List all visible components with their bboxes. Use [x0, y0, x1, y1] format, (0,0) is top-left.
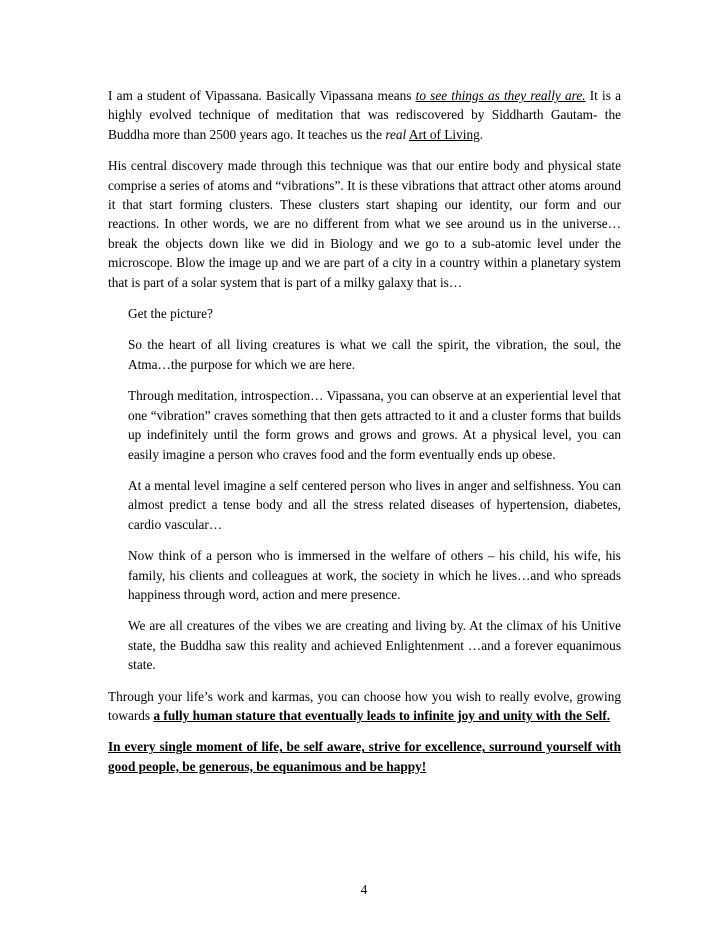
- emphasis-real: real: [385, 126, 407, 142]
- paragraph-mental-level: At a mental level imagine a self centered person who lives in anger and selfishness. You can almost predict a tense body and all the stress related diseases of hypertension, diabetes, cardio vascular…: [128, 477, 621, 532]
- paragraph-welfare: Now think of a person who is immersed in the welfare of others – his child, his wife, his family, his clients and colleagues at work, the society in which he lives…and who spreads happiness through word, action and mere presence.: [128, 548, 621, 602]
- page-number: 4: [360, 882, 368, 897]
- paragraph-get-picture: Get the picture?: [128, 306, 213, 322]
- emphasis-human-stature: a fully human stature that eventually leads to infinite joy and unity with the Self.: [153, 707, 611, 723]
- emphasis-art-of-living: Art of Living: [408, 126, 480, 142]
- emphasis-see-things: to see things as they really are.: [415, 88, 586, 103]
- paragraph-heart: So the heart of all living creatures is what we call the spirit, the vibration, the soul, the Atma…the purpose for which we are here.: [128, 337, 621, 372]
- document-body: [108, 86, 621, 788]
- paragraph-meditation: Through meditation, introspection… Vipassana, you can observe at an experiential level that one “vibration” craves something that then gets attracted to it and a cluster forms that builds up indefinitely until the form grows and grows and grows. At a physical level, you can easily imagine a person who craves food and the form eventually ends up obese.: [128, 388, 621, 462]
- paragraph-closing: In every single moment of life, be self aware, strive for excellence, surround yourself with good people, be generous, be equanimous and be happy!: [108, 739, 621, 774]
- paragraph-karmas: Through your life’s work and karmas, you can choose how you wish to really evolve, growing towards a fully human stature that eventually leads to infinite joy and unity with the Self.: [108, 688, 621, 723]
- paragraph-vibes: We are all creatures of the vibes we are creating and living by. At the climax of his Unitive state, the Buddha saw this reality and achieved Enlightenment …and a forever equanimous state.: [128, 618, 621, 673]
- paragraph-central-discovery: His central discovery made through this technique was that our entire body and physical state comprise a series of atoms and “vibrations”. It is these vibrations that attract other atoms around it that start forming clusters. These clusters start shaping our identity, our form and our reactions. In other words, we are no different from what we see around us in the universe… break the objects down like we did in Biology and we go to a sub-atomic level under the microscope. Blow the image up and we are part of a city in a country within a planetary system that is part of a solar system that is part of a milky galaxy that is…: [108, 158, 621, 290]
- paragraph-intro: I am a student of Vipassana. Basically Vipassana means to see things as they really are. It is a highly evolved technique of meditation that was rediscovered by Siddharth Gautam- the Buddha more than 2500 years ago. It teaches us the real Art of Living.: [108, 88, 621, 142]
